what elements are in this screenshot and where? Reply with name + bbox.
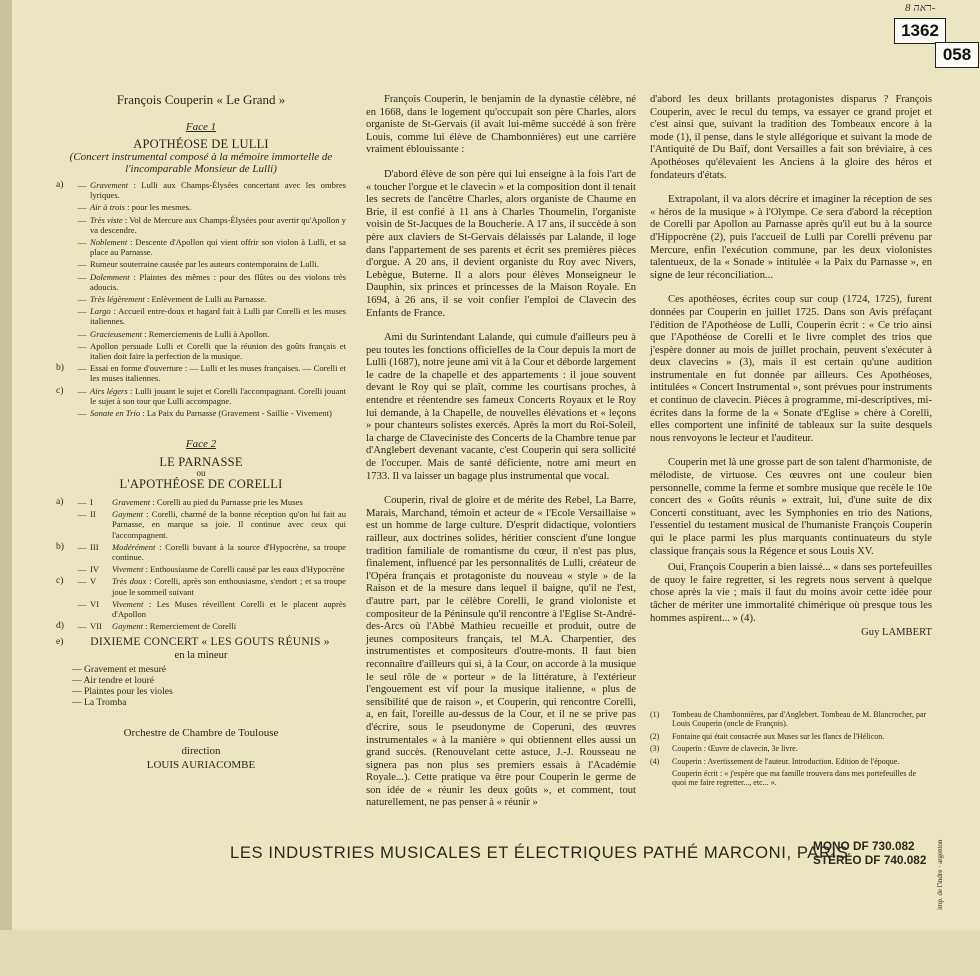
list-marker [56, 509, 74, 540]
footnote [650, 710, 932, 729]
list-dash: — [77, 621, 87, 632]
movement-item [56, 341, 346, 361]
face-1-movements [56, 180, 346, 418]
composer-heading: François Couperin « Le Grand » [116, 92, 286, 107]
concert-movement-title: Plaintes pour les violes [84, 685, 173, 697]
list-marker [56, 408, 74, 418]
essay-paragraph: Couperin, rival de gloire et de mérite des Rebel, La Barre, Marais, Marchand, témoin et acteur de « l'Ecole Versaillaise » est un homme de large culture. D'esprit didactique, volontiers railleur, aux doctrines solides, héritier conscient d'une longue tradition familiale de romantisme du cœur, il n'est pas plus, finalement, influencé par les personnalités de Lulli, créateur de l'Opéra français et protagoniste du nouveau « style » de la Raison et de la mesure dans lequel il baigne, qu'il ne l'est, d'autre part, par le célèbre Corelli, le grand violoniste et compositeur de la Péninsule qu'il rencontre à l'Eglise St-André-des-Arcs où l'Abbé Mathieu recueille et produit, outre de jeunes compositeurs français, tel M.A. Charpentier, des instrumentistes et compositeurs d'outre-monts. Il faut bien reconnaître d'ailleurs qui si, à la Cour, on accorde à la musique le seul rôle de « porteur » de la littérature, à l'extérieur l'engouement est vif pour la musique italienne, « plus de sensibilité que de raison », et Couperin, qui rencontre Corelli, a, en fait, l'oreille au-dessus de la Cour, et il ne se prive pas d'écrire, sous le pseudonyme de Coperuni, des œuvres instrumentales « à la manière » qui obtiennent elles aussi un grand succès. (Renouvelant cette astuce, J.-J. Rousseau ne signera pas non plus ses premiers essais à l'Académie Royale...). Cette pratique va être pour Couperin le germe de son idée de « réunir les deux goûts », et comment, tout naturellement, ne pas penser à « réunir » [366, 495, 636, 809]
list-dash: — [77, 259, 87, 270]
movement-text: : Corelli au pied du Parnasse prie les Muses [150, 497, 303, 508]
list-dash: — [77, 271, 87, 282]
movement-text: : Enthousiasme de Corelli causé par les eaux d'Hypocrène [143, 564, 345, 575]
essay-paragraph: Ces apothéoses, écrites coup sur coup (1724, 1725), furent données par Couperin en juillet 1725. Dans son Avis préfaçant l'édition de l'Apothéose de Lulli, Couperin écrit : « Ce trio ainsi que l'Apothéose de Corelli et le livre complet des trios que j'espère donner au mois de juillet prochain, peuvent s'exécuter à deux clavecins » (3), mais il est certain qu'une audition instrumentale en fut donnée par ailleurs. Ces Apothéoses, intitulées « Concert Instrumental », sont prévues pour instruments et continuo de clavecin. Pièces à programme, mi-descriptives, mi-écrites dans la forme de la « Sonate d'Eglise » chère à Corelli, elles comportent une infinité de tableaux sur la suite desquels nous renvoyons le lecteur et l'auditeur. [650, 294, 932, 444]
list-marker: d) [56, 620, 64, 632]
footnote-number: (2) [650, 731, 660, 741]
list-marker: c) [56, 384, 64, 396]
list-marker [56, 202, 74, 212]
work-title-parnasse: LE PARNASSE [159, 454, 243, 469]
movement-item [56, 306, 346, 326]
movement-description [112, 576, 346, 596]
movement-item [56, 386, 346, 406]
movement-number: V [90, 576, 97, 587]
face-2-label: Face 2 [185, 438, 217, 451]
movement-tempo: Gracieusement [90, 328, 143, 339]
movement-text: : Les Muses réveillent Corelli et le placent auprès d'Apollon [112, 598, 346, 620]
movement-text: : Corelli, après son enthousiasme, s'endort ; et sa troupe joue le sommeil suivant [112, 576, 346, 597]
movement-tempo: Très viste [90, 214, 123, 225]
movement-description [112, 542, 346, 562]
list-marker [56, 564, 74, 574]
list-marker [56, 341, 74, 361]
list-dash: — [77, 564, 87, 575]
concert-movement [56, 664, 346, 675]
catalog-stamp-subnumber [935, 42, 979, 68]
concert-movement [56, 697, 346, 708]
footnote-number: (1) [650, 710, 660, 719]
list-dash: — [72, 685, 84, 697]
movement-text: : Accueil entre-doux et hagard fait à Lulli par Corelli et les muses italiennes. [90, 306, 346, 327]
movement-item [56, 259, 346, 269]
movement-item [56, 599, 346, 619]
list-marker: c) [56, 575, 64, 587]
list-marker: e) [56, 636, 64, 648]
movement-description [112, 564, 346, 574]
list-dash: — [77, 408, 87, 419]
program-column [56, 94, 346, 772]
movement-description [90, 272, 346, 292]
dixieme-concert-heading [56, 637, 346, 647]
direction-label: direction [181, 744, 221, 757]
essay-paragraph: Ami du Surintendant Lalande, qui cumule d'ailleurs peu à peu toutes les fonctions officielles de la Cour depuis la mort de Lulli (1687), notre jeune ami vit à la Cour et déborde largement le cadre de la chapelle et des appartements : il joue souvent devant le Roy qui se plaît, comme les courtisans proches, à entendre et réentendre ses fameux Concerts Royaux et le Roy lui demande, à la Chapelle, de nouvelles élévations et « leçons » pour chanteurs solistes exercés. Après la mort du Roi-Soleil, la charge de Claveciniste des Concerts de la Chambre tenue par d'Anglebert devenant vacante, c'est Couperin qui sera sollicité de l'occuper. Mais de santé déficiente, notre ami meurt en 1733. Il va laisser un bagage plus instrumental que vocal. [366, 332, 636, 482]
movement-item [56, 363, 346, 383]
list-marker [56, 259, 74, 269]
printer-credit: imp. de l'indre · argenton [936, 839, 944, 910]
face-2-movements [56, 497, 346, 631]
movement-item [56, 497, 346, 507]
footnote-text: Fontaine qui était consacrée aux Muses sur les flancs de l'Hélicon. [672, 731, 885, 741]
handwritten-note: ראה 8- [905, 2, 936, 14]
movement-description [90, 341, 346, 361]
movement-text: : Lulli aux Champs-Élysées concertant avec les ombres lyriques. [90, 179, 346, 201]
essay-paragraph: D'abord élève de son père qui lui enseigne à la fois l'art de « toucher l'orgue et le clavecin » et la composition dont il tenait les secrets de l'ancêtre Charles, alors organiste de Chaume en Brie, il est confié à 11 ans à Charles Thoumelin, l'organiste voisin de St-Jacques de la Boucherie. A 17 ans, il succède à son père aux claviers de St-Gervais délaissés par Lalande, il loge dans l'appartement de ses parents et écrit ses premières pièces d'orgue. A 20 ans, il devient organiste du Roy avec Nivers, Lebègue, Buterne. Il a alors pour élèves Monseigneur le Dauphin, six princes et princesses de la Maison Royale. En 1694, à 26 ans, il se voit confier l'emploi de Clavecin des Enfants de France. [366, 168, 636, 319]
list-dash: — [77, 328, 87, 339]
concert-movement-title: Gravement et mesuré [84, 663, 167, 675]
list-dash: — [77, 236, 87, 247]
work-title-apotheose-lulli: APOTHÉOSE DE LULLI [133, 137, 269, 152]
movement-description [90, 408, 346, 418]
movement-description [112, 497, 346, 507]
movement-number: I [90, 497, 93, 508]
movement-item [56, 408, 346, 418]
footnote-number: (4) [650, 756, 660, 766]
dixieme-concert-key: en la mineur [174, 649, 228, 661]
movement-text: : Corelli, charmé de la bonne réception qu'on lui fait au Parnasse, en marque sa joie. Il continue avec ceux qui l'accompagnent. [112, 509, 346, 540]
movement-tempo: Gayment [112, 621, 144, 632]
movement-description [90, 386, 346, 406]
footnote [650, 757, 932, 766]
movement-item [56, 576, 346, 596]
movement-item [56, 294, 346, 304]
list-dash: — [77, 385, 87, 396]
movement-item [56, 180, 346, 200]
footnote-text: Tombeau de Chambonnières, par d'Anglebert. Tombeau de M. Blancrocher, par Louis Couperin (oncle de François). [672, 710, 927, 729]
conductor-name: LOUIS AURIACOMBE [146, 758, 256, 771]
concert-movement [56, 686, 346, 697]
footnote-text: Couperin : Œuvre de clavecin, 3e livre. [672, 744, 798, 754]
footnote [650, 732, 932, 741]
movement-number: II [90, 509, 96, 520]
author-signature: Guy LAMBERT [861, 627, 932, 639]
movement-tempo: Gayment [112, 509, 144, 520]
movement-text: : Remerciement de Corelli [143, 621, 237, 632]
list-dash: — [72, 674, 84, 686]
footnote [650, 744, 932, 753]
movement-text: : Lulli jouant le sujet et Corelli l'accompagnant. Corelli jouant le sujet à son tour que Lulli accompagne. [90, 385, 347, 406]
catalog-stamp-number [894, 18, 946, 44]
movement-text: : Enlèvement de Lulli au Parnasse. [144, 294, 267, 304]
footnote-text: Couperin : Avertissement de l'auteur. Introduction. Edition de l'époque. [672, 756, 900, 766]
movement-text: : Descente d'Apollon qui vient offrir son violon à Lulli, et sa place au Parnasse. [90, 236, 346, 258]
work-subtitle: (Concert instrumental composé à la mémoire immortelle de l'incomparable Monsieur de Lulli) [69, 150, 333, 176]
list-marker: b) [56, 540, 64, 552]
list-dash: — [77, 541, 87, 552]
movement-text: : Remerciements de Lulli à Apollon. [142, 328, 270, 339]
footnote-number [650, 769, 672, 788]
footnote-number: (3) [650, 744, 660, 754]
movement-tempo: Vivement [112, 564, 144, 575]
dixieme-concert-title: DIXIEME CONCERT « LES GOUTS RÉUNIS » [90, 635, 330, 649]
movement-text: : pour les mesmes. [125, 202, 192, 213]
movement-description [90, 215, 346, 235]
stereo-catalog-number: STÉRÉO DF 740.082 [813, 853, 927, 867]
movement-item [56, 621, 346, 631]
concert-movement-title: Air tendre et louré [83, 674, 155, 686]
movement-item [56, 509, 346, 540]
list-dash: — [77, 363, 87, 374]
list-dash: — [77, 576, 87, 587]
movement-text: : Corelli buvant à la source d'Hypocrène, sa troupe continue. [112, 541, 346, 563]
movement-description [112, 599, 346, 619]
dixieme-concert-movements [56, 664, 346, 708]
movement-description [90, 294, 346, 304]
movement-number: VII [90, 621, 102, 632]
essay-paragraph: François Couperin, le benjamin de la dynastie célèbre, né en 1668, dans le logement qu'occupait son père Charles, alors organiste de St-Gervais (il avait lui-même succédé à son frère Louis, comme lui élève de Chambonnières) eut une carrière vraiment éblouissante : [366, 94, 636, 156]
list-dash: — [72, 663, 84, 675]
movement-tempo: Très légèrement [90, 294, 145, 304]
list-marker [56, 272, 74, 292]
notes-column-middle [366, 94, 636, 822]
movement-tempo: Largo [90, 306, 111, 317]
movement-tempo: Modérément [112, 541, 156, 552]
list-dash: — [77, 509, 87, 520]
movement-item [56, 202, 346, 212]
list-marker [56, 294, 74, 304]
movement-item [56, 215, 346, 235]
work-title-ou: ou [196, 468, 206, 479]
stamp-number-text: 1362 [901, 21, 939, 40]
movement-description [90, 306, 346, 326]
list-dash: — [77, 179, 87, 190]
movement-item [56, 542, 346, 562]
essay-paragraph: d'abord les deux brillants protagonistes disparus ? François Couperin, avec le recul du temps, va essayer ce grand projet et c'est ainsi que, suivant la tradition des Tombeaux encore à la mode (1), il pense, dans le style allégorique et suivant la mode de l'Antiquité de Du Baïf, dont Versailles a fait son bréviaire, à ces Apothéoses qu'élevaient les Anciens à la gloire des héros et fondateurs d'états. [650, 94, 932, 181]
list-marker [56, 599, 74, 619]
movement-text: Apollon persuade Lulli et Corelli que la réunion des goûts français et italien doit faire la perfection de la musique. [90, 340, 346, 362]
list-dash: — [77, 202, 87, 213]
face-1-label: Face 1 [185, 120, 217, 133]
movement-tempo: Gravement [90, 179, 129, 190]
movement-item [56, 237, 346, 257]
list-marker [56, 329, 74, 339]
list-dash: — [77, 294, 87, 304]
mono-catalog-number: MONO DF 730.082 [813, 839, 915, 853]
movement-description [112, 509, 346, 540]
movement-tempo: Vivement [112, 598, 144, 609]
movement-number: VI [90, 598, 100, 609]
movement-item [56, 329, 346, 339]
orchestra-name: Orchestre de Chambre de Toulouse [123, 726, 279, 739]
movement-tempo: Airs légers [90, 385, 128, 396]
movement-description [112, 621, 346, 631]
movement-text: : La Paix du Parnasse (Gravement - Saillie - Vivement) [140, 408, 332, 419]
concert-movement-title: La Tromba [84, 696, 127, 708]
list-dash: — [77, 214, 87, 225]
movement-item [56, 272, 346, 292]
sleeve-bottom-edge [0, 930, 980, 976]
movement-text: : Vol de Mercure aux Champs-Élysées pour avertir qu'Apollon y va descendre. [90, 214, 346, 235]
stamp-subnumber-text: 058 [942, 45, 972, 64]
list-dash: — [77, 497, 87, 508]
footnotes [650, 710, 932, 791]
movement-tempo: Noblement [90, 236, 128, 247]
concert-movement [56, 675, 346, 686]
list-marker [56, 306, 74, 326]
catalog-numbers [813, 839, 926, 867]
movement-description [90, 363, 346, 383]
movement-tempo: Très doux [112, 576, 147, 587]
movement-tempo: Air à trois [90, 202, 126, 213]
publisher-name: LES INDUSTRIES MUSICALES ET ÉLECTRIQUES PATHÉ MARCONI, PARIS [230, 843, 849, 862]
movement-tempo: Gravement [112, 497, 151, 508]
essay-paragraph: Extrapolant, il va alors décrire et imaginer la réception de ses « héros de la musique » à l'Olympe. Ce sera d'abord la réception de Corelli par Apollon au Parnasse après qu'il eut bu à la source d'Hippocrène (2), puis l'accueil de Lulli par Corelli prévenu par Mercure, enfin l'exécution commune, par les deux violonistes talentueux, de la « Sonade » intitulée « la Paix du Parnasse », en signe de leur réconciliation... [650, 194, 932, 281]
list-marker: a) [56, 496, 64, 508]
movement-number: III [90, 541, 99, 552]
footnote [650, 769, 932, 788]
sleeve-edge [0, 0, 12, 976]
movement-item [56, 564, 346, 574]
movement-description [90, 180, 346, 200]
movement-text: Rumeur souterraine causée par les auteurs contemporains de Lulli. [90, 259, 319, 270]
movement-number: IV [90, 564, 100, 575]
movement-description [90, 237, 346, 257]
movement-tempo: Sonate en Trio [90, 408, 141, 419]
list-dash: — [72, 696, 84, 708]
notes-column-right [650, 94, 932, 640]
essay-paragraph: Couperin met là une grosse part de son talent d'harmoniste, de mélodiste, de virtuose. Ces œuvres ont une couleur bien personnelle, comme la ferme et sombre musique que recèle le 10e concert des « Goûts réunis » extrait, lui, d'une suite de dix Concerti constituant, avec les Symphonies en trio des Nations, l'essentiel du testament musical de l'humaniste François Couperin qui le place parmi les plus marquants continuateurs du style classique français sous la Régence et sous Louis XV. [650, 457, 932, 557]
movement-text: Essai en forme d'ouverture : — Lulli et les muses françaises. — Corelli et les muses italiennes. [90, 363, 346, 384]
footnote-text: Couperin écrit : « j'espère que ma famille trouvera dans mes portefeuilles de quoi me faire regretter..., etc... ». [672, 769, 917, 788]
movement-text: : Plaintes des mêmes : pour des flûtes ou des violons très adoucis. [90, 271, 346, 292]
movement-tempo: Dolemment [90, 271, 130, 282]
movement-description [90, 329, 346, 339]
list-dash: — [77, 598, 87, 609]
list-dash: — [77, 306, 87, 317]
list-marker [56, 237, 74, 257]
list-dash: — [77, 340, 87, 351]
list-marker [56, 215, 74, 235]
movement-description [90, 202, 346, 212]
list-marker: a) [56, 178, 64, 190]
movement-description [90, 259, 346, 269]
work-title-apotheose-corelli: L'APOTHÉOSE DE CORELLI [119, 477, 283, 492]
list-marker: b) [56, 362, 64, 374]
essay-paragraph: Oui, François Couperin a bien laissé... « dans ses portefeuilles de quoy le faire regretter, si les regrets nous servent à quelque chose après la vie ; mais il faut du moins avoir cette idée pour tâcher de mériter une immortalité chimérique où presque tous les hommes aspirent... » (4). [650, 562, 932, 624]
